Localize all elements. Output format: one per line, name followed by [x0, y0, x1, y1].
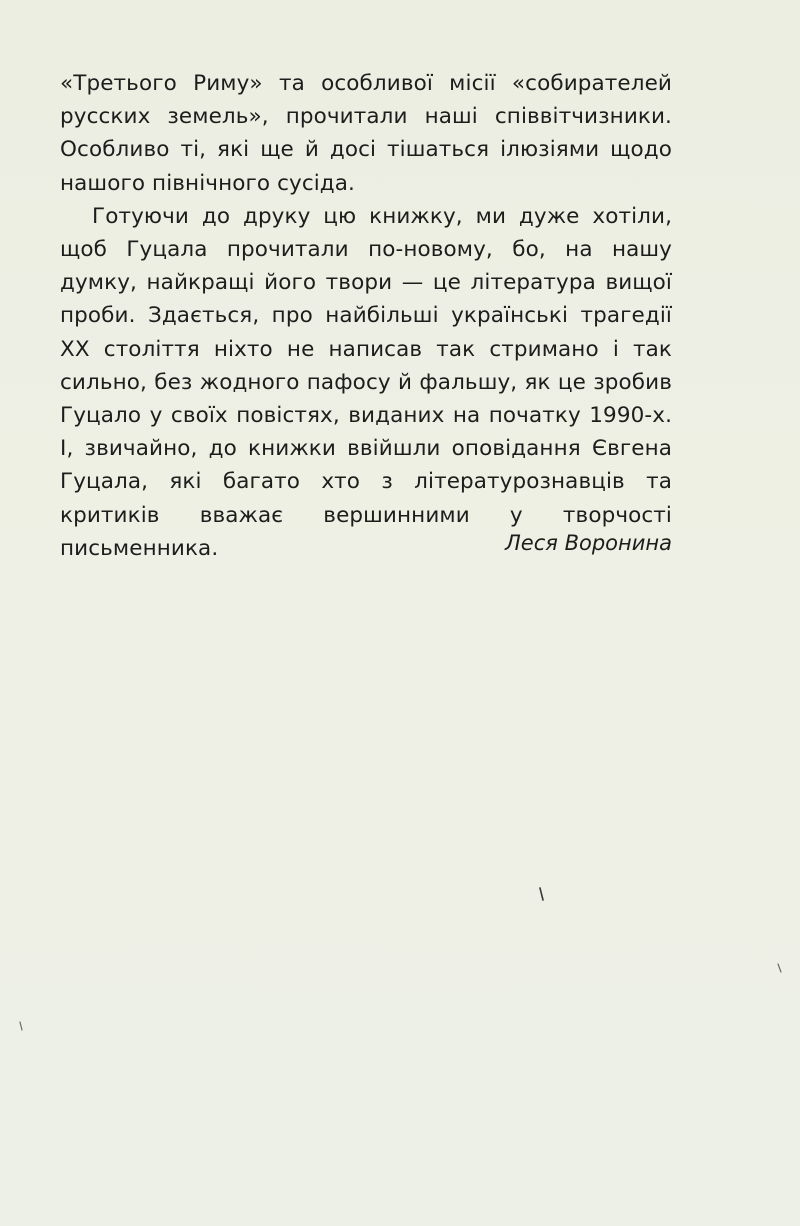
paragraph-1: «Третього Риму» та особливої місії «собирателей русских земель», прочитали наші співвітчизники. Особливо ті, які ще й досі тішаться ілюзіями щодо нашого північного сусіда.	[60, 71, 672, 196]
paragraph-2: Готуючи до друку цю книжку, ми дуже хотіли, щоб Гуцала прочитали по-новому, бо, на нашу думку, найкращі його твори — це література вищої проби. Здається, про найбільші українські трагедії XX століття ніхто не написав так стримано і так сильно, без жодного пафосу й фальшу, як це зробив Гуцало у своїх повістях, виданих на початку 1990-х. І, звичайно, до книжки ввійшли оповідання Євгена Гуцала, які багато хто з літературознавців та критиків вважає вершинними у творчості письменника.	[60, 203, 672, 561]
body-text	[60, 67, 672, 565]
author-signature: Леся Воронина	[505, 531, 672, 555]
